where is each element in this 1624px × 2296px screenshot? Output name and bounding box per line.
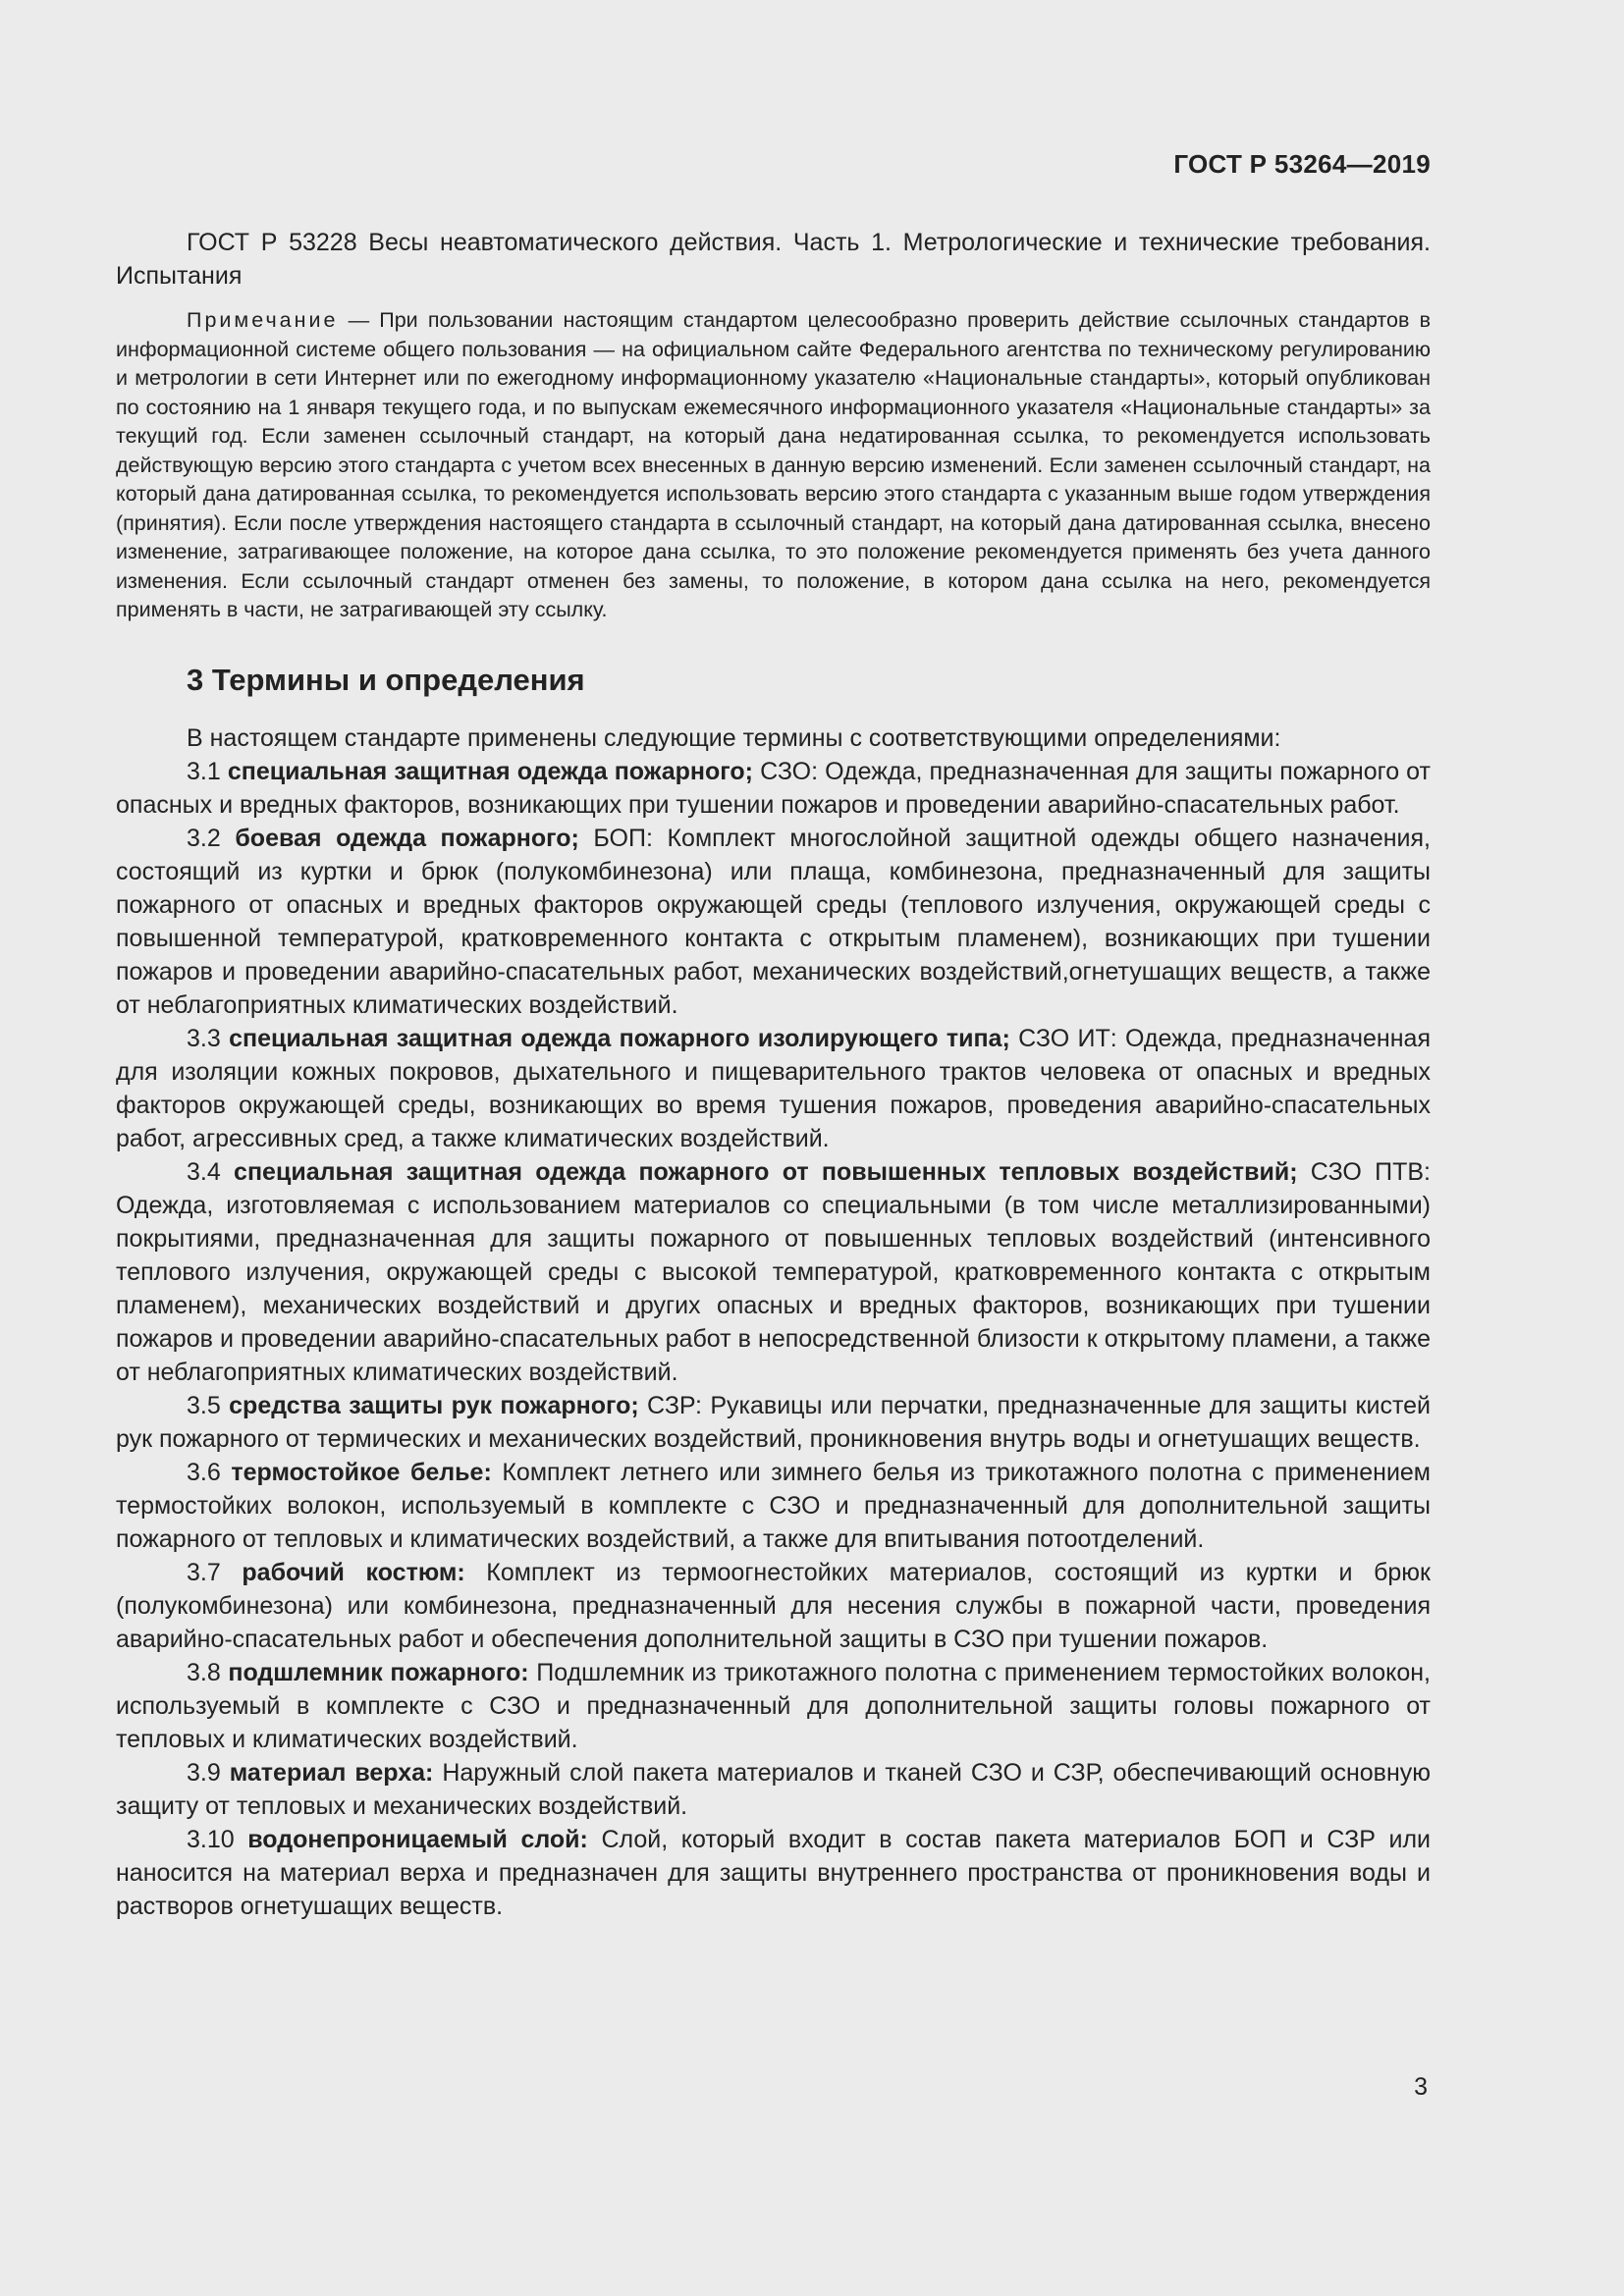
definition-term: рабочий костюм: bbox=[242, 1558, 465, 1586]
note-text: — При пользовании настоящим стандартом целесообразно проверить действие ссылочных стандартов в информационной системе общего пользования — на официальном сайте Федерального агентства по техническому регулированию и метрологии в сети Интернет или по ежегодному информационному указателю «Национальные стандарты», который опубликован по состоянию на 1 января текущего года, и по выпускам ежемесячного информационного указателя «Национальные стандарты» за текущий год. Если заменен ссылочный стандарт, на который дана недатированная ссылка, то рекомендуется использовать действующую версию этого стандарта с учетом всех внесенных в данную версию изменений. Если заменен ссылочный стандарт, на который дана датированная ссылка, то рекомендуется использовать версию этого стандарта с указанным выше годом утверждения (принятия). Если после утверждения настоящего стандарта в ссылочный стандарт, на который дана датированная ссылка, внесено изменение, затрагивающее положение, на которое дана ссылка, то это положение рекомендуется применять без учета данного изменения. Если ссылочный стандарт отменен без замены, то положение, в котором дана ссылка на него, рекомендуется применять в части, не затрагивающей эту ссылку. bbox=[116, 308, 1431, 621]
note-paragraph bbox=[116, 306, 1431, 625]
reference-entry: ГОСТ Р 53228 Весы неавтоматического действия. Часть 1. Метрологические и технические требования. Испытания bbox=[116, 229, 1431, 290]
definition-text: СЗО ИТ: Одежда, предназначенная для изоляции кожных покровов, дыхательного и пищеварительного трактов человека от опасных и вредных факторов окружающей среды, возникающих во время тушения пожаров, проведения аварийно-спасательных работ, агрессивных сред, а также климатических воздействий. bbox=[116, 1024, 1431, 1152]
definition-term: боевая одежда пожарного; bbox=[235, 824, 579, 852]
definition-number: 3.2 bbox=[187, 824, 221, 852]
section-intro: В настоящем стандарте применены следующие термины с соответствующими определениями: bbox=[187, 723, 1281, 752]
definition-item bbox=[116, 1656, 1431, 1756]
definition-item bbox=[116, 1756, 1431, 1823]
definition-term: подшлемник пожарного: bbox=[228, 1658, 529, 1686]
definition-number: 3.7 bbox=[187, 1558, 221, 1586]
definition-number: 3.1 bbox=[187, 757, 221, 785]
definition-text: БОП: Комплект многослойной защитной одежды общего назначения, состоящий из куртки и брюк (полукомбинезона) или плаща, комбинезона, предназначенный для защиты пожарного от опасных и вредных факторов окружающей среды (теплового излучения, окружающей среды с повышенной температурой, кратковременного контакта с открытым пламенем), возникающих при тушении пожаров и проведении аварийно-спасательных работ, механических воздействий,огнетушащих веществ, а также от неблагоприятных климатических воздействий. bbox=[116, 824, 1432, 1019]
definition-term: специальная защитная одежда пожарного от повышенных тепловых воздействий; bbox=[234, 1157, 1298, 1186]
definition-text: СЗР: Рукавицы или перчатки, предназначенные для защиты кистей рук пожарного от термических и механических воздействий, проникновения внутрь воды и огнетушащих веществ. bbox=[116, 1391, 1431, 1453]
definition-item bbox=[116, 1022, 1431, 1155]
definition-text: СЗО ПТВ: Одежда, изготовляемая с использованием материалов со специальными (в том числе металлизированными) покрытиями, предназначенная для защиты пожарного от повышенных тепловых воздействий (интенсивного теплового излучения, окружающей среды с высокой температурой, кратковременного контакта с открытым пламенем), механических воздействий и других опасных и вредных факторов, возникающих при тушении пожаров и проведении аварийно-спасательных работ в непосредственной близости к открытому пламени, а также от неблагоприятных климатических воздействий. bbox=[116, 1157, 1431, 1386]
definition-item bbox=[116, 822, 1431, 1022]
definition-text: Подшлемник из трикотажного полотна с применением термостойких волокон, используемый в комплекте с СЗО и предназначенный для дополнительной защиты головы пожарного от тепловых и климатических воздействий. bbox=[116, 1658, 1432, 1753]
definition-number: 3.4 bbox=[187, 1157, 221, 1186]
definition-text: Комплект летнего или зимнего белья из трикотажного полотна с применением термостойких волокон, используемый в комплекте с СЗО и предназначенный для дополнительной защиты пожарного от тепловых и климатических воздействий, а также для впитывания потоотделений. bbox=[116, 1458, 1431, 1553]
definition-term: водонепроницаемый слой: bbox=[247, 1825, 588, 1853]
page-number: 3 bbox=[1414, 2073, 1428, 2101]
definition-term: специальная защитная одежда пожарного; bbox=[227, 757, 753, 785]
definition-text: Комплект из термоогнестойких материалов, состоящий из куртки и брюк (полукомбинезона) или комбинезона, предназначенный для несения службы в пожарной части, проведения аварийно-спасательных работ и обеспечения дополнительной защиты в СЗО при тушении пожаров. bbox=[116, 1558, 1431, 1653]
definition-number: 3.10 bbox=[187, 1825, 235, 1853]
definition-number: 3.8 bbox=[187, 1658, 221, 1686]
definition-number: 3.6 bbox=[187, 1458, 221, 1486]
definition-text: Наружный слой пакета материалов и тканей СЗО и СЗР, обеспечивающий основную защиту от тепловых и механических воздействий. bbox=[116, 1758, 1431, 1820]
document-header: ГОСТ Р 53264—2019 bbox=[1173, 149, 1431, 179]
definition-item bbox=[116, 755, 1431, 822]
definition-term: термостойкое белье: bbox=[231, 1458, 492, 1486]
definition-number: 3.5 bbox=[187, 1391, 221, 1419]
definition-term: средства защиты рук пожарного; bbox=[229, 1391, 639, 1419]
section-title: 3 Термины и определения bbox=[187, 662, 585, 697]
definition-term: материал верха: bbox=[229, 1758, 434, 1787]
definition-item bbox=[116, 1389, 1431, 1456]
definition-number: 3.9 bbox=[187, 1758, 221, 1787]
definition-item bbox=[116, 1556, 1431, 1656]
definition-item bbox=[116, 1456, 1431, 1556]
note-label: Примечание bbox=[187, 308, 339, 332]
definition-number: 3.3 bbox=[187, 1024, 221, 1052]
definition-text: Слой, который входит в состав пакета материалов БОП и СЗР или наносится на материал верха и предназначен для защиты внутреннего пространства от проникновения воды и растворов огнетушащих веществ. bbox=[116, 1825, 1432, 1920]
definition-term: специальная защитная одежда пожарного изолирующего типа; bbox=[229, 1024, 1010, 1052]
page-content bbox=[116, 226, 1431, 1923]
definitions-list bbox=[116, 755, 1431, 1923]
definition-item bbox=[116, 1155, 1431, 1389]
definition-item bbox=[116, 1823, 1431, 1923]
definition-text: СЗО: Одежда, предназначенная для защиты пожарного от опасных и вредных факторов, возникающих при тушении пожаров и проведении аварийно-спасательных работ. bbox=[116, 757, 1431, 819]
